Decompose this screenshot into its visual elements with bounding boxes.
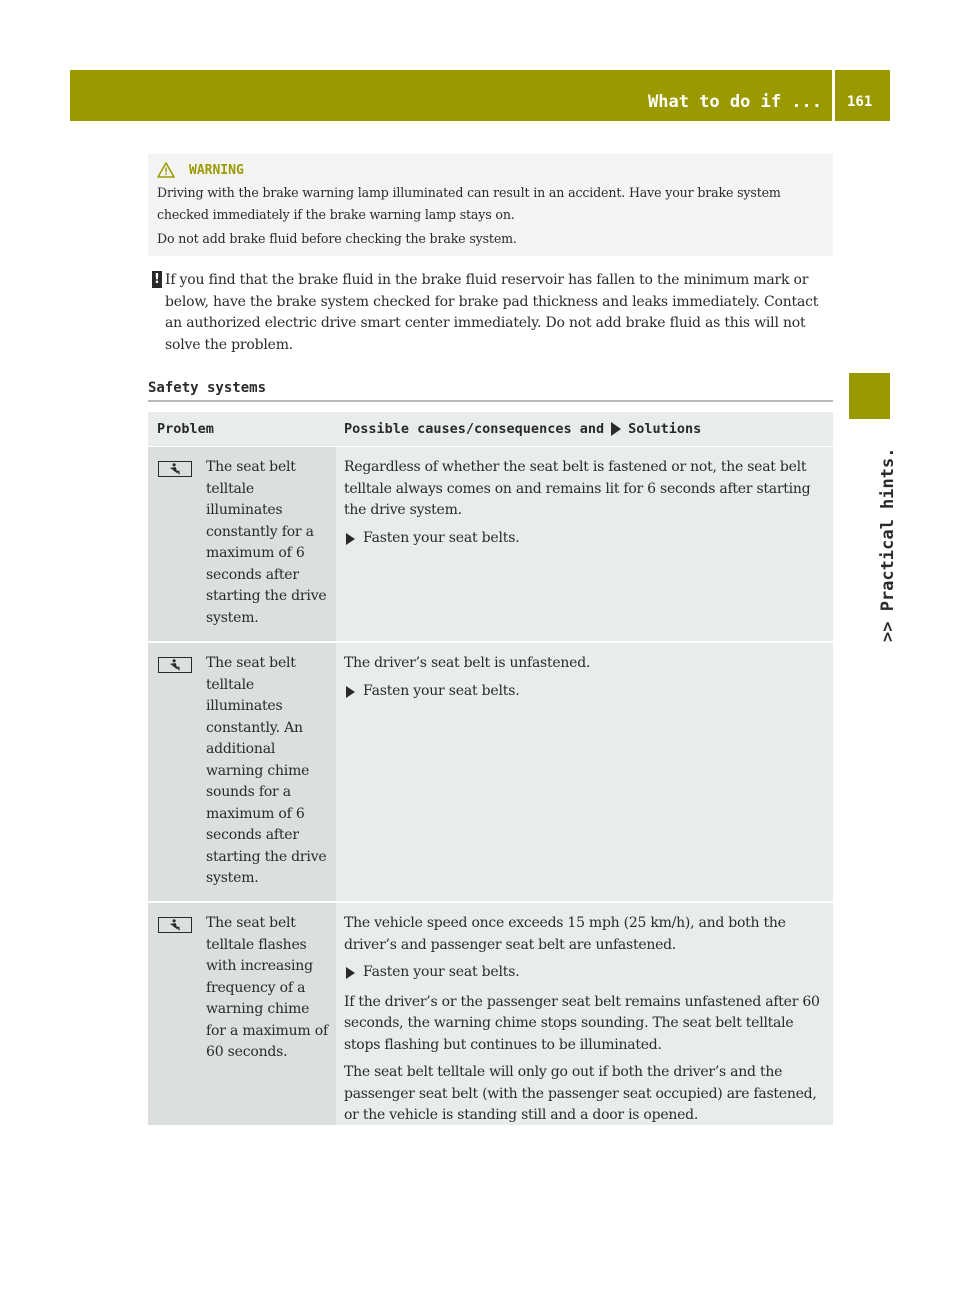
seat-belt-icon <box>158 657 192 673</box>
action-item <box>344 681 827 703</box>
page-number: 161 <box>847 94 873 110</box>
table-header <box>148 412 833 446</box>
table-row <box>148 901 833 1125</box>
note-text: If you find that the brake fluid in the brake fluid reservoir has fallen to the minimum mark or below, have the brake system checked for brake pad thickness and leaks immediately. Contact an authorized electric drive smart center immediately. Do not add brake fluid as this will not solve the problem. <box>165 272 819 353</box>
section-heading: Safety systems <box>148 380 833 402</box>
seat-belt-icon <box>158 461 192 477</box>
solution-cell <box>336 903 833 1125</box>
result-text-2: The seat belt telltale will only go out if both the driver’s and the passenger seat belt (with the passenger seat occupied) are fastened, or the vehicle is standing still and a door is opened. <box>344 1064 817 1123</box>
action-item <box>344 528 827 550</box>
page-title: What to do if ... <box>648 92 822 112</box>
action-item <box>344 962 827 984</box>
problem-cell <box>148 447 336 641</box>
table-row <box>148 641 833 901</box>
header-solutions-label: Solutions <box>628 421 702 437</box>
warning-triangle-icon <box>157 162 175 178</box>
problem-text: The seat belt telltale illuminates constantly. An additional warning chime sounds for a maximum of 6 seconds after starting the drive system. <box>206 655 327 886</box>
solution-cell <box>336 643 833 901</box>
arrow-right-icon <box>610 422 622 436</box>
problem-cell <box>148 903 336 1125</box>
table-row <box>148 446 833 641</box>
cause-text: The driver’s seat belt is unfastened. <box>344 655 591 671</box>
header-divider <box>832 70 835 121</box>
action-arrow-icon <box>346 533 355 545</box>
action-arrow-icon <box>346 686 355 698</box>
header-solutions <box>336 421 701 437</box>
side-label <box>854 432 898 642</box>
action-text: Fasten your seat belts. <box>363 682 520 699</box>
result-text: If the driver’s or the passenger seat belt remains unfastened after 60 seconds, the warning chime stops sounding. The seat belt telltale stops flashing but continues to be illuminated. <box>344 993 820 1053</box>
action-text: Fasten your seat belts. <box>363 964 520 980</box>
side-label-text: >> Practical hints. <box>878 447 898 642</box>
safety-systems-table <box>148 412 833 1125</box>
header-causes: Possible causes/consequences and <box>344 421 605 437</box>
solution-cell <box>336 447 833 641</box>
cause-text: Regardless of whether the seat belt is fastened or not, the seat belt telltale always comes on and remains lit for 6 seconds after starting the drive system. <box>344 459 811 518</box>
note-block <box>148 270 836 356</box>
seat-belt-icon <box>158 917 192 933</box>
action-text: Fasten your seat belts. <box>363 529 520 546</box>
warning-text: Driving with the brake warning lamp illuminated can result in an accident. Have your brake system checked immediately if the brake warning lamp stays on. <box>157 185 781 222</box>
warning-head <box>157 160 825 180</box>
action-arrow-icon <box>346 967 355 979</box>
problem-text: The seat belt telltale illuminates constantly for a maximum of 6 seconds after starting the drive system. <box>206 459 327 626</box>
warning-title: WARNING <box>189 162 244 178</box>
warning-text-2: Do not add brake fluid before checking the brake system. <box>157 231 517 246</box>
side-tab <box>849 373 890 419</box>
warning-box <box>148 154 833 256</box>
problem-cell <box>148 643 336 901</box>
exclamation-icon: ! <box>152 271 162 288</box>
header-problem: Problem <box>157 421 214 437</box>
cause-text: The vehicle speed once exceeds 15 mph (25 km/h), and both the driver’s and passenger seat belt are unfastened. <box>344 915 786 953</box>
problem-text: The seat belt telltale flashes with increasing frequency of a warning chime for a maximum of 60 seconds. <box>206 915 328 1060</box>
